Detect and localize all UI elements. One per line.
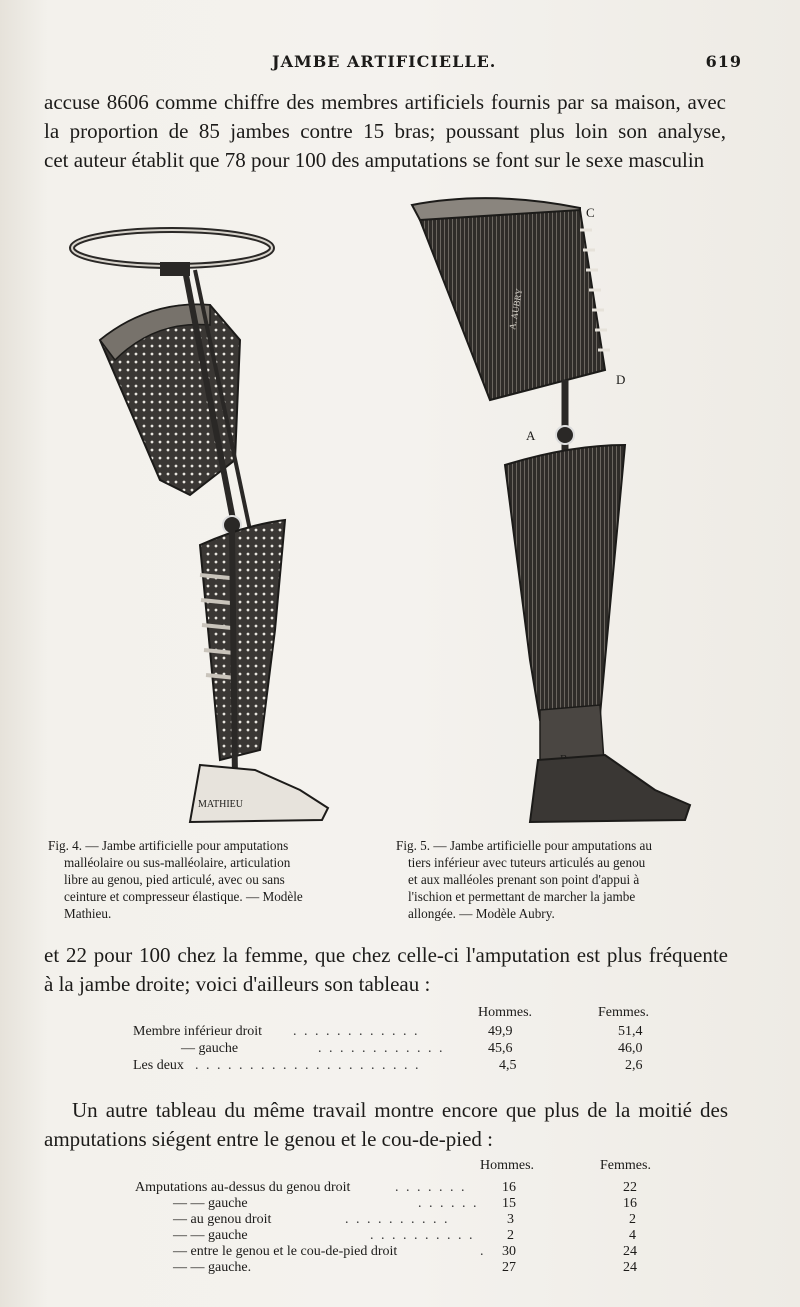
text-line: et 22 pour 100 chez la femme, que chez celle-ci l'amputation est plus fréquente <box>44 943 728 967</box>
col-header-femmes: Femmes. <box>600 1158 651 1173</box>
cell-femmes: 24 <box>623 1244 637 1259</box>
row-label: Les deux <box>133 1058 184 1073</box>
caption-fig-4 <box>48 837 303 922</box>
text-line: la proportion de 85 jambes contre 15 bras; poussant plus loin son analyse, <box>44 119 726 143</box>
caption-line: libre au genou, pied articulé, avec ou sans <box>64 872 285 887</box>
cell-hommes: 45,6 <box>488 1041 513 1056</box>
cell-hommes: 15 <box>502 1196 516 1211</box>
leader-dots: . . . . . . <box>418 1196 479 1211</box>
label-c: C <box>586 205 595 220</box>
cell-femmes: 16 <box>623 1196 637 1211</box>
cell-hommes: 30 <box>502 1244 516 1259</box>
page-number: 619 <box>705 52 742 71</box>
text-line: amputations siégent entre le genou et le cou-de-pied : <box>44 1127 494 1151</box>
cell-hommes: 3 <box>507 1212 514 1227</box>
caption-line: l'ischion et permettant de marcher la jambe <box>408 889 636 904</box>
text-line: à la jambe droite; voici d'ailleurs son tableau : <box>44 972 431 996</box>
caption-line: tiers inférieur avec tuteurs articulés au genou <box>408 855 646 870</box>
cell-femmes: 22 <box>623 1180 637 1195</box>
text-line: cet auteur établit que 78 pour 100 des amputations se font sur le sexe masculin <box>44 148 705 172</box>
table-limbs <box>133 1005 693 1075</box>
cell-femmes: 24 <box>623 1260 637 1275</box>
row-label: — entre le genou et le cou-de-pied droit <box>173 1244 398 1259</box>
cell-hommes: 4,5 <box>499 1058 517 1073</box>
col-header-femmes: Femmes. <box>598 1005 649 1020</box>
cell-hommes: 49,9 <box>488 1024 513 1039</box>
maker-label-aubry: A. AUBRY <box>507 287 525 331</box>
row-label: Membre inférieur droit <box>133 1024 263 1039</box>
cell-femmes: 2,6 <box>625 1058 643 1073</box>
caption-line: ceinture et compresseur élastique. — Modèle <box>64 889 303 904</box>
cell-hommes: 27 <box>502 1260 516 1275</box>
leader-dots: . <box>480 1244 486 1259</box>
cell-femmes: 2 <box>629 1212 636 1227</box>
paragraph-intro <box>44 88 726 175</box>
row-label: — au genou droit <box>173 1212 272 1227</box>
running-title: JAMBE ARTIFICIELLE. <box>272 52 497 71</box>
cell-femmes: 51,4 <box>618 1024 643 1039</box>
leader-dots: . . . . . . . . . . . . <box>293 1024 420 1039</box>
label-d: D <box>616 372 626 387</box>
figure-5-aubry-leg <box>412 198 690 822</box>
caption-line: Fig. 5. — Jambe artificielle pour amputations au <box>396 838 652 853</box>
caption-line: Mathieu. <box>64 906 112 921</box>
table-amputation-sites <box>135 1158 695 1278</box>
row-label: Amputations au-dessus du genou droit <box>135 1180 351 1195</box>
leader-dots: . . . . . . . . . . <box>345 1212 450 1227</box>
text-line: Un autre tableau du même travail montre encore que plus de la moitié des <box>72 1098 728 1122</box>
cell-femmes: 46,0 <box>618 1041 643 1056</box>
label-a: A <box>526 428 536 443</box>
cell-hommes: 16 <box>502 1180 516 1195</box>
row-label: — — gauche <box>173 1228 248 1243</box>
leader-dots: . . . . . . . . . . <box>370 1228 475 1243</box>
col-header-hommes: Hommes. <box>478 1005 533 1020</box>
col-header-hommes: Hommes. <box>480 1158 535 1173</box>
row-label: — — gauche <box>173 1196 248 1211</box>
maker-label-mathieu: MATHIEU <box>198 799 243 810</box>
paragraph-women <box>44 941 728 999</box>
prosthetic-legs-illustration <box>60 190 750 830</box>
caption-line: allongée. — Modèle Aubry. <box>408 906 555 921</box>
row-label: — — gauche. <box>173 1260 252 1275</box>
cell-hommes: 2 <box>507 1228 514 1243</box>
caption-line: et aux malléoles prenant son point d'appui à <box>408 872 640 887</box>
paragraph-location <box>44 1096 728 1154</box>
row-label: — gauche <box>181 1041 239 1056</box>
caption-line: malléolaire ou sus-malléolaire, articulation <box>64 855 291 870</box>
text-line: accuse 8606 comme chiffre des membres artificiels fournis par sa maison, avec <box>44 90 726 114</box>
figure-4-mathieu-leg <box>72 230 328 822</box>
caption-fig-5 <box>396 837 652 922</box>
cell-femmes: 4 <box>629 1228 636 1243</box>
leader-dots: . . . . . . . <box>395 1180 467 1195</box>
leader-dots: . . . . . . . . . . . . . . . . . . . . . <box>195 1058 421 1073</box>
caption-line: Fig. 4. — Jambe artificielle pour amputations <box>48 838 289 853</box>
leader-dots: . . . . . . . . . . . . <box>318 1041 445 1056</box>
